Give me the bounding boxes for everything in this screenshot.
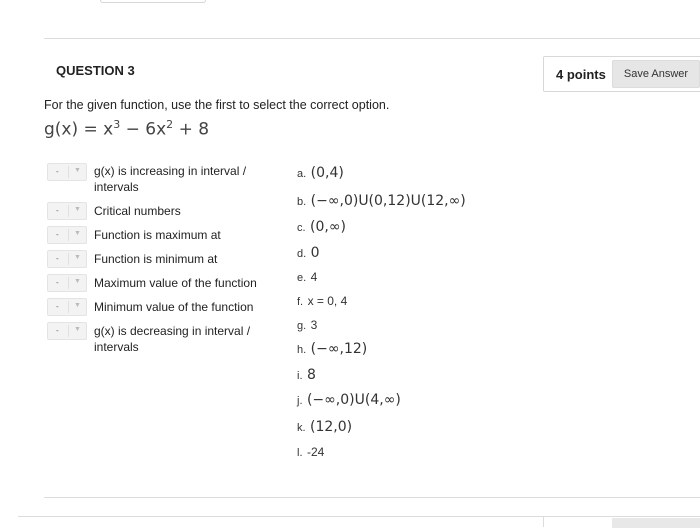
select-value: - — [56, 206, 59, 215]
chevron-down-icon: ▼ — [74, 278, 81, 285]
select-divider — [68, 325, 69, 337]
function-lhs: g(x) = x — [44, 119, 114, 140]
option-j: j. (−∞,0)U(4,∞) — [297, 392, 401, 408]
select-divider — [68, 205, 69, 217]
divider-footer — [18, 516, 700, 517]
select-divider — [68, 166, 69, 178]
match-select-7[interactable] — [47, 322, 87, 340]
chevron-down-icon: ▼ — [74, 254, 81, 261]
select-divider — [68, 301, 69, 313]
match-select-3[interactable] — [47, 226, 87, 244]
chevron-down-icon: ▼ — [74, 206, 81, 213]
option-h: h. (−∞,12) — [297, 341, 368, 357]
match-select-6[interactable] — [47, 298, 87, 316]
select-value: - — [56, 254, 59, 263]
select-value: - — [56, 230, 59, 239]
next-save-button-edge[interactable] — [612, 518, 700, 528]
match-label-7: g(x) is decreasing in interval / intervals — [94, 324, 251, 354]
match-select-2[interactable] — [47, 202, 87, 220]
match-label-3: Function is maximum at — [94, 228, 221, 242]
chevron-down-icon: ▼ — [74, 326, 81, 333]
option-c: c. (0,∞) — [297, 219, 346, 235]
option-l: l. -24 — [297, 445, 325, 459]
select-value: - — [56, 326, 59, 335]
divider-bottom — [44, 497, 700, 498]
select-divider — [68, 253, 69, 265]
function-expression — [44, 118, 209, 140]
match-label-2: Critical numbers — [94, 204, 181, 218]
select-value: - — [56, 167, 59, 176]
option-b: b. (−∞,0)U(0,12)U(12,∞) — [297, 193, 466, 209]
save-answer-button[interactable]: Save Answer — [612, 60, 700, 88]
chevron-down-icon: ▼ — [74, 167, 81, 174]
previous-question-box — [100, 0, 206, 3]
points-label: 4 points — [556, 67, 606, 82]
option-k: k. (12,0) — [297, 419, 353, 435]
select-divider — [68, 229, 69, 241]
match-select-5[interactable] — [47, 274, 87, 292]
option-d: d. 0 — [297, 245, 320, 261]
match-label-1: g(x) is increasing in interval / intervals — [94, 164, 247, 194]
chevron-down-icon: ▼ — [74, 230, 81, 237]
function-rhs: + 8 — [173, 119, 210, 140]
option-e: e. 4 — [297, 270, 318, 284]
divider-top — [44, 38, 700, 39]
option-f: f. x = 0, 4 — [297, 294, 348, 308]
question-instruction: For the given function, use the first to select the correct option. — [44, 98, 390, 112]
select-value: - — [56, 302, 59, 311]
question-title: QUESTION 3 — [56, 63, 135, 78]
match-label-4: Function is minimum at — [94, 252, 218, 266]
function-mid: − 6x — [120, 119, 167, 140]
match-label-5: Maximum value of the function — [94, 276, 257, 290]
select-divider — [68, 277, 69, 289]
function-exp1: 3 — [113, 118, 121, 131]
option-a: a. (0,4) — [297, 165, 344, 181]
option-g: g. 3 — [297, 318, 318, 332]
function-exp2: 2 — [166, 118, 174, 131]
match-select-4[interactable] — [47, 250, 87, 268]
select-value: - — [56, 278, 59, 287]
chevron-down-icon: ▼ — [74, 302, 81, 309]
option-i: i. 8 — [297, 367, 316, 383]
match-select-1[interactable] — [47, 163, 87, 181]
points-save-panel — [543, 56, 700, 92]
match-label-6: Minimum value of the function — [94, 300, 254, 314]
